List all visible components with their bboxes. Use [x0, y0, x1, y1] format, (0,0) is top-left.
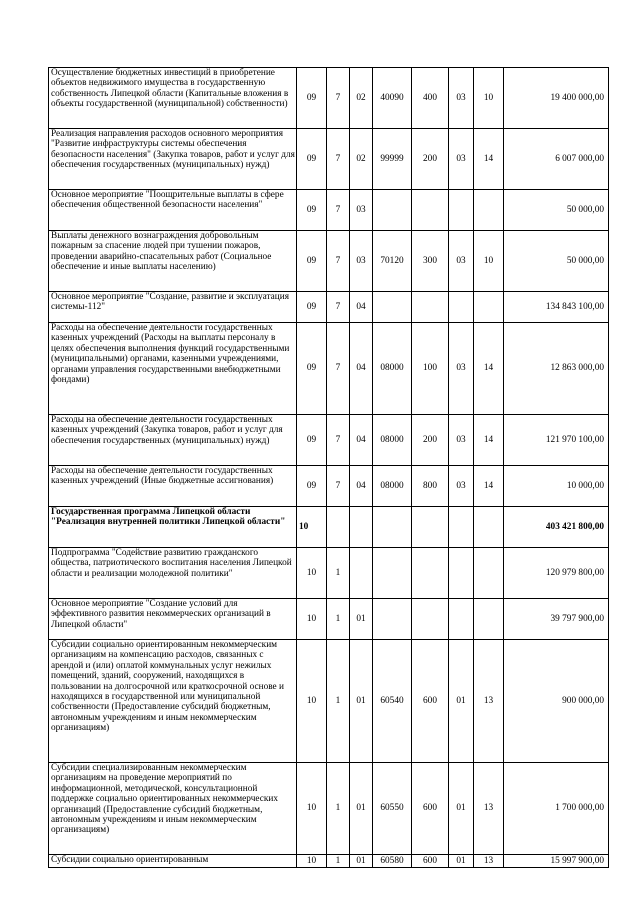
table-row: [49, 231, 609, 292]
expense-direction-code-cell: 60580: [373, 855, 412, 868]
amount-cell: 403 421 800,00: [504, 507, 609, 548]
expense-direction-code-cell: 99999: [373, 129, 412, 190]
expense-type-code-cell: [412, 507, 449, 548]
measure-code-cell: 04: [350, 415, 373, 466]
subprogram-code-cell: 1: [327, 548, 350, 599]
row-name-cell: Реализация направления расходов основного мероприятия "Развитие инфраструктуры системы обеспечения безопасности населения" (Закупка товаров, работ и услуг для обеспечения государственных (муниципальных) нужд): [49, 129, 297, 190]
expense-type-code-cell: [412, 548, 449, 599]
expense-direction-code-cell: 08000: [373, 466, 412, 507]
measure-code-cell: 03: [350, 231, 373, 292]
table-row: [49, 292, 609, 323]
expense-type-code-cell: 800: [412, 466, 449, 507]
table-row: [49, 548, 609, 599]
expense-type-code-cell: 100: [412, 323, 449, 415]
measure-code-cell: 01: [350, 640, 373, 763]
row-name-cell: Основное мероприятие "Создание, развитие и эксплуатация системы-112": [49, 292, 297, 323]
expense-direction-code-cell: [373, 599, 412, 640]
amount-cell: 900 000,00: [504, 640, 609, 763]
subsection-code-cell: [474, 599, 504, 640]
row-name-cell: Основное мероприятие "Поощрительные выплаты в сфере обеспечения общественной безопасности населения": [49, 190, 297, 231]
section-code-cell: 01: [449, 763, 474, 855]
subsection-code-cell: 10: [474, 231, 504, 292]
program-code-cell: 10: [297, 640, 327, 763]
expense-direction-code-cell: [373, 507, 412, 548]
subprogram-code-cell: 7: [327, 68, 350, 129]
row-name-cell: Субсидии социально ориентированным: [49, 855, 297, 868]
row-name-cell: Субсидии специализированным некоммерческим организациям на проведение мероприятий по информационной, методической, консультационной поддержке социально ориентированных некоммерческих организаций (Предоставление субсидий бюджетным, автономным учреждениям и иным некоммерческим организациям): [49, 763, 297, 855]
row-name-cell: Расходы на обеспечение деятельности государственных казенных учреждений (Закупка товаров, работ и услуг для обеспечения государственных (муниципальных) нужд): [49, 415, 297, 466]
row-name-cell: Расходы на обеспечение деятельности государственных казенных учреждений (Иные бюджетные ассигнования): [49, 466, 297, 507]
subprogram-code-cell: 1: [327, 763, 350, 855]
amount-cell: 39 797 900,00: [504, 599, 609, 640]
row-name-cell: Подпрограмма "Содействие развитию гражданского общества, патриотического воспитания населения Липецкой области и реализации молодежной политики": [49, 548, 297, 599]
subsection-code-cell: 13: [474, 640, 504, 763]
amount-cell: 121 970 100,00: [504, 415, 609, 466]
expense-direction-code-cell: 70120: [373, 231, 412, 292]
expense-type-code-cell: [412, 190, 449, 231]
measure-code-cell: 01: [350, 763, 373, 855]
subprogram-code-cell: [327, 507, 350, 548]
table-row: [49, 68, 609, 129]
row-name-cell: Выплаты денежного вознаграждения добровольным пожарным за спасение людей при тушении пожаров, проведении аварийно-спасательных работ (Социальное обеспечение и иные выплаты населению): [49, 231, 297, 292]
row-name-cell: Расходы на обеспечение деятельности государственных казенных учреждений (Расходы на выплаты персоналу в целях обеспечения выполнения функций государственными (муниципальными) органами, казенными учреждениями, органами управления государственными внебюджетными фондами): [49, 323, 297, 415]
row-name-cell: Осуществление бюджетных инвестиций в приобретение объектов недвижимого имущества в государственную собственность Липецкой области (Капитальные вложения в объекты государственной (муниципальной) собственности): [49, 68, 297, 129]
subsection-code-cell: 13: [474, 855, 504, 868]
subsection-code-cell: [474, 190, 504, 231]
budget-table: [48, 67, 609, 868]
section-code-cell: 03: [449, 129, 474, 190]
expense-type-code-cell: 400: [412, 68, 449, 129]
subsection-code-cell: [474, 507, 504, 548]
program-code-cell: 09: [297, 190, 327, 231]
measure-code-cell: 02: [350, 68, 373, 129]
row-name-cell: Субсидии социально ориентированным некоммерческим организациям на компенсацию расходов, связанных с арендой и (или) оплатой коммунальных услуг нежилых помещений, зданий, сооружений, находящихся в пользовании на долгосрочной или краткосрочной основе и находящихся в государственной или муниципальной собственности (Предоставление субсидий бюджетным, автономным учреждениям и иным некоммерческим организациям): [49, 640, 297, 763]
subsection-code-cell: [474, 548, 504, 599]
amount-cell: 50 000,00: [504, 231, 609, 292]
subprogram-code-cell: 1: [327, 599, 350, 640]
subsection-code-cell: 10: [474, 68, 504, 129]
expense-type-code-cell: 300: [412, 231, 449, 292]
amount-cell: 6 007 000,00: [504, 129, 609, 190]
measure-code-cell: 01: [350, 855, 373, 868]
amount-cell: 10 000,00: [504, 466, 609, 507]
table-row: [49, 599, 609, 640]
subprogram-code-cell: 7: [327, 323, 350, 415]
table-row: [49, 507, 609, 548]
table-row: [49, 466, 609, 507]
section-code-cell: 01: [449, 640, 474, 763]
section-code-cell: [449, 190, 474, 231]
section-code-cell: 03: [449, 231, 474, 292]
measure-code-cell: 04: [350, 466, 373, 507]
section-code-cell: [449, 548, 474, 599]
table-row: [49, 640, 609, 763]
expense-type-code-cell: 600: [412, 763, 449, 855]
table-row: [49, 323, 609, 415]
row-name-cell: Государственная программа Липецкой области "Реализация внутренней политики Липецкой области": [49, 507, 297, 548]
amount-cell: 50 000,00: [504, 190, 609, 231]
program-code-cell: 09: [297, 292, 327, 323]
expense-direction-code-cell: 60550: [373, 763, 412, 855]
table-row: [49, 415, 609, 466]
measure-code-cell: 02: [350, 129, 373, 190]
subprogram-code-cell: 7: [327, 292, 350, 323]
program-code-cell: 10: [297, 599, 327, 640]
section-code-cell: 03: [449, 415, 474, 466]
amount-cell: 120 979 800,00: [504, 548, 609, 599]
row-name-cell: Основное мероприятие "Создание условий для эффективного развития некоммерческих организаций в Липецкой области": [49, 599, 297, 640]
program-code-cell: 09: [297, 415, 327, 466]
expense-type-code-cell: [412, 599, 449, 640]
section-code-cell: 01: [449, 855, 474, 868]
table-row: [49, 190, 609, 231]
measure-code-cell: [350, 507, 373, 548]
subprogram-code-cell: 7: [327, 190, 350, 231]
program-code-cell: 09: [297, 466, 327, 507]
program-code-cell: 10: [297, 855, 327, 868]
amount-cell: 15 997 900,00: [504, 855, 609, 868]
amount-cell: 134 843 100,00: [504, 292, 609, 323]
subsection-code-cell: 14: [474, 323, 504, 415]
section-code-cell: [449, 292, 474, 323]
subprogram-code-cell: 7: [327, 129, 350, 190]
expense-direction-code-cell: 60540: [373, 640, 412, 763]
subsection-code-cell: 14: [474, 466, 504, 507]
program-code-cell: 10: [297, 548, 327, 599]
subprogram-code-cell: 7: [327, 231, 350, 292]
amount-cell: 19 400 000,00: [504, 68, 609, 129]
table-body: [49, 68, 609, 868]
measure-code-cell: 04: [350, 323, 373, 415]
subprogram-code-cell: 7: [327, 415, 350, 466]
expense-direction-code-cell: 08000: [373, 323, 412, 415]
subsection-code-cell: [474, 292, 504, 323]
expense-direction-code-cell: [373, 190, 412, 231]
amount-cell: 1 700 000,00: [504, 763, 609, 855]
measure-code-cell: 04: [350, 292, 373, 323]
table-row: [49, 855, 609, 868]
expense-direction-code-cell: 40090: [373, 68, 412, 129]
program-code-cell: 09: [297, 323, 327, 415]
measure-code-cell: [350, 548, 373, 599]
expense-direction-code-cell: 08000: [373, 415, 412, 466]
section-code-cell: [449, 599, 474, 640]
expense-type-code-cell: 200: [412, 415, 449, 466]
program-code-cell: 09: [297, 231, 327, 292]
expense-type-code-cell: 200: [412, 129, 449, 190]
program-code-cell: 09: [297, 68, 327, 129]
table-row: [49, 763, 609, 855]
section-code-cell: [449, 507, 474, 548]
subprogram-code-cell: 1: [327, 855, 350, 868]
amount-cell: 12 863 000,00: [504, 323, 609, 415]
subsection-code-cell: 14: [474, 129, 504, 190]
expense-direction-code-cell: [373, 292, 412, 323]
expense-type-code-cell: 600: [412, 855, 449, 868]
expense-type-code-cell: 600: [412, 640, 449, 763]
table-row: [49, 129, 609, 190]
program-code-cell: 10: [297, 507, 327, 548]
expense-direction-code-cell: [373, 548, 412, 599]
subprogram-code-cell: 7: [327, 466, 350, 507]
expense-type-code-cell: [412, 292, 449, 323]
program-code-cell: 10: [297, 763, 327, 855]
program-code-cell: 09: [297, 129, 327, 190]
measure-code-cell: 03: [350, 190, 373, 231]
section-code-cell: 03: [449, 68, 474, 129]
section-code-cell: 03: [449, 466, 474, 507]
subsection-code-cell: 14: [474, 415, 504, 466]
section-code-cell: 03: [449, 323, 474, 415]
subsection-code-cell: 13: [474, 763, 504, 855]
measure-code-cell: 01: [350, 599, 373, 640]
subprogram-code-cell: 1: [327, 640, 350, 763]
